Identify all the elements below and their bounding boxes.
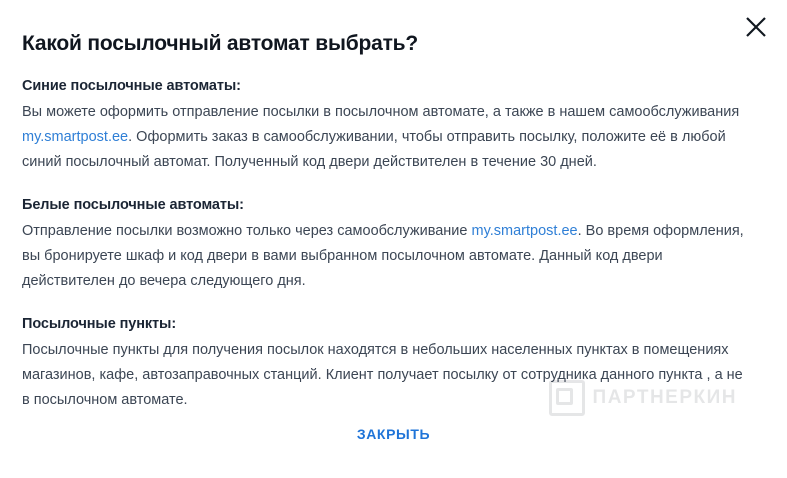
section-paragraph bbox=[22, 219, 752, 294]
section-parcel-points bbox=[22, 316, 765, 413]
section-paragraph bbox=[22, 100, 752, 175]
dialog-footer bbox=[0, 420, 787, 448]
paragraph-text-before-link: Отправление посылки возможно только через самообслуживание bbox=[22, 223, 472, 239]
paragraph-text-after-link: . Оформить заказ в самообслуживании, чтобы отправить посылку, положите её в любой синий посылочный автомат. Полученный код двери действителен в течение 30 дней. bbox=[22, 129, 726, 170]
section-paragraph: Посылочные пункты для получения посылок находятся в небольших населенных пунктах в помещениях магазинов, кафе, автозаправочных станций. Клиент получает посылку от сотрудника данного пункта , а не в посылочном автомате. bbox=[22, 342, 743, 408]
selfservice-link[interactable]: my.smartpost.ee bbox=[22, 129, 129, 145]
close-icon-button[interactable] bbox=[739, 10, 773, 44]
section-heading: Синие посылочные автоматы: bbox=[22, 78, 241, 94]
section-blue-parcel-machines bbox=[22, 78, 765, 175]
paragraph-text-after-link: . Во время оформления, вы бронируете шкаф и код двери в вами выбранном посылочном автомате. Данный код двери действителен до вечера следующего дня. bbox=[22, 223, 744, 289]
close-icon bbox=[739, 16, 773, 38]
page-title: Какой посылочный автомат выбрать? bbox=[22, 32, 418, 55]
watermark-label: ПАРТНЕРКИН bbox=[592, 387, 737, 408]
selfservice-link[interactable]: my.smartpost.ee bbox=[471, 223, 578, 239]
close-button[interactable]: ЗАКРЫТЬ bbox=[347, 420, 440, 448]
section-heading: Белые посылочные автоматы: bbox=[22, 197, 244, 213]
paragraph-text-before-link: Вы можете оформить отправление посылки в посылочном автомате, а также в нашем самообслуживания bbox=[22, 104, 740, 120]
section-white-parcel-machines bbox=[22, 197, 765, 294]
section-heading: Посылочные пункты: bbox=[22, 316, 177, 332]
